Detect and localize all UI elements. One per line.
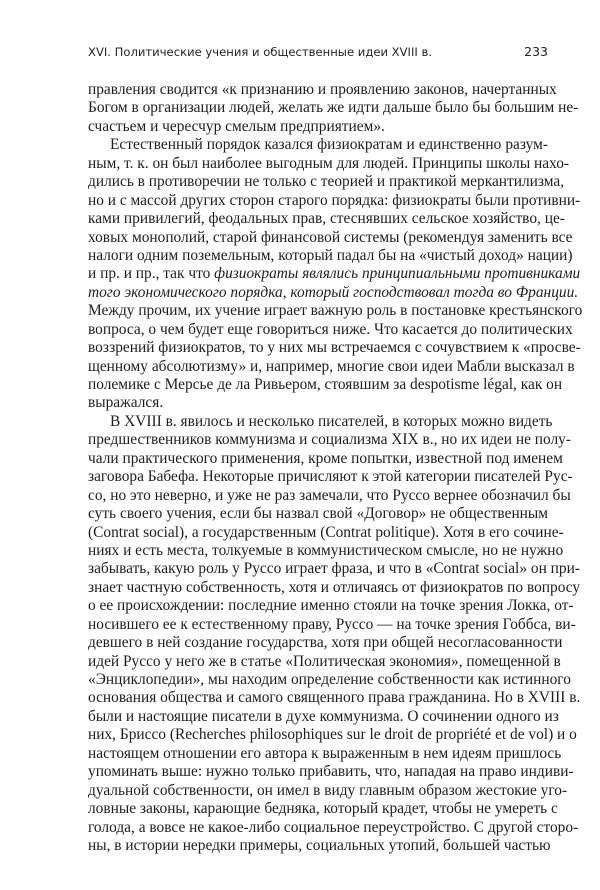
running-title: XVI. Политические учения и общественные идеи XVIII в. [88,45,433,59]
text-segment: ловные законы, карающие бедняка, который крадет, чтобы не умереть с [88,800,558,818]
text-segment: предшественников коммунизма и социализма XIX в., но их идеи не полу- [88,431,571,449]
text-segment: со, но это неверно, и уже не раз замечали, что Руссо вернее обозначил бы [88,486,571,504]
page-number: 233 [524,44,548,59]
text-segment: но и с массой других сторон старого порядка: физиократы были противни- [88,191,581,209]
text-line [88,136,548,154]
text-segment: голода, а вовсе не какое-либо социальное переустройство. С другой сторо- [88,818,579,836]
text-segment: идей Руссо у него же в статье «Политическая экономия», помещенной в [88,652,561,670]
text-segment: Естественный порядок казался физиократам и единственно разум- [110,136,548,154]
text-line [88,339,581,357]
text-line [88,357,575,376]
text-segment: и пр. и пр., так что [88,265,215,283]
text-line [88,376,563,394]
page-body-text [88,81,583,855]
text-line [88,578,581,597]
text-line [88,634,563,652]
text-segment: них, Бриссо (Recherches philosophiques sur le droit de propriété et de vol) и о [88,726,577,744]
text-segment: ниях и есть места, толкуемые в коммунистическом смысле, но не нужно [88,541,564,559]
italic-emphasis: того экономического порядка, который господствовал тогда во Франции. [88,283,579,301]
text-line [88,505,548,523]
text-line [88,173,565,191]
text-segment: выражался. [88,394,164,412]
text-line [88,818,579,837]
text-line [88,191,581,210]
text-segment: знает частную собственность, хотя и отличаясь от физиократов по вопросу [88,578,581,596]
text-line [88,154,570,173]
text-segment: чали практического применения, кроме попытки, известной под именем [88,449,563,467]
text-segment: ным, т. к. он был наиболее выгодным для людей. Принципы школы нахо- [88,154,570,172]
text-line [88,246,573,265]
text-segment: девшего в ней создание государства, хотя при общей несогласованности [88,634,563,652]
text-segment: полемике с Мерсье де ла Ривьером, стоявшим за despotisme légal, как он [88,376,563,393]
text-line [88,431,571,449]
text-line [88,283,579,302]
text-segment: носившего ее к естественному праву, Руссо — на точке зрения Гоббса, ви- [88,615,576,633]
text-segment: ховых монополий, старой финансовой системы (рекомендуя заменить все [88,228,573,246]
text-line [88,99,579,117]
text-segment: воззрений физиократов, то у них мы встречаемся с сочувствием к «просве- [88,339,581,357]
text-line [88,689,581,707]
italic-emphasis: физиократы являлись принципиальными противниками [214,265,581,283]
text-segment: упоминать выше: нужно только прибавить, что, нападая на право индиви- [88,763,574,781]
text-segment: дились в противоречии не только с теорией и практикой меркантилизма, [88,173,565,191]
text-line [88,726,577,744]
text-segment: забывать, какую роль у Руссо играет фраза, и что в «Contrat social» он при- [88,560,580,578]
text-line [88,228,573,247]
text-segment: заговора Бабефа. Некоторые причисляют к этой категории писателей Рус- [88,468,573,486]
text-line [88,320,573,339]
text-line [88,800,558,818]
text-line [88,210,565,228]
text-line [88,394,548,412]
text-line [88,118,548,136]
text-segment: налоги одним поземельным, который падал бы на «чистый доход» нации) [88,246,573,264]
text-line [88,671,571,689]
text-line [88,412,553,431]
text-line [88,560,580,578]
text-segment: ны, в истории нередки примеры, социальных утопий, большей частью [88,836,551,854]
text-line [88,781,568,800]
text-line [88,541,564,560]
text-segment: «Энциклопедии», мы находим определение собственности как истинного [88,671,571,688]
text-segment: суть своего учения, если бы назвал свой «Договор» не общественным [88,505,548,523]
text-line [88,652,561,671]
text-line [88,707,559,726]
text-line [88,81,557,99]
text-line [88,763,574,781]
text-segment: В XVIII в. явилось и несколько писателей, в которых можно видеть [110,412,553,430]
text-segment: (Contrat social), а государственным (Contrat politique). Хотя в его сочине- [88,523,564,541]
running-header [88,44,548,62]
text-segment: счастьем и чересчур смелым предприятием». [88,117,385,135]
text-segment: Богом в организации людей, желать же идти дальше было бы большим не- [88,99,579,117]
text-line [88,468,573,486]
text-segment: вопроса, о чем будет еще говориться ниже. Что касается до политических [88,320,573,338]
text-segment: ками привилегий, феодальных прав, стеснявших сельское хозяйство, це- [88,210,565,228]
text-segment: были и настоящие писатели в духе коммунизма. О сочинении одного из [88,707,559,725]
text-segment: Между прочим, их учение играет важную роль в постановке крестьянского [88,302,583,320]
text-line [88,597,574,615]
text-line [88,615,576,634]
text-line [88,523,564,542]
text-segment: правления сводится «к признанию и проявлению законов, начертанных [88,81,557,98]
text-segment: основания общества и самого священного права гражданина. Но в XVIII в. [88,689,581,707]
text-line [88,836,551,855]
text-segment: настоящем отношении его автора к выраженным в нем идеям пришлось [88,744,562,762]
text-line [88,265,581,283]
text-line [88,486,571,505]
text-segment: щенному абсолютизму» и, например, многие свои идеи Мабли высказал в [88,357,575,375]
text-line [88,302,583,320]
text-line [88,744,562,763]
text-line [88,449,563,468]
text-segment: дуальной собственности, он имел в виду главным образом жестокие уго- [88,781,568,799]
text-segment: о ее происхождении: последние именно стояли на точке зрения Локка, от- [88,597,574,615]
